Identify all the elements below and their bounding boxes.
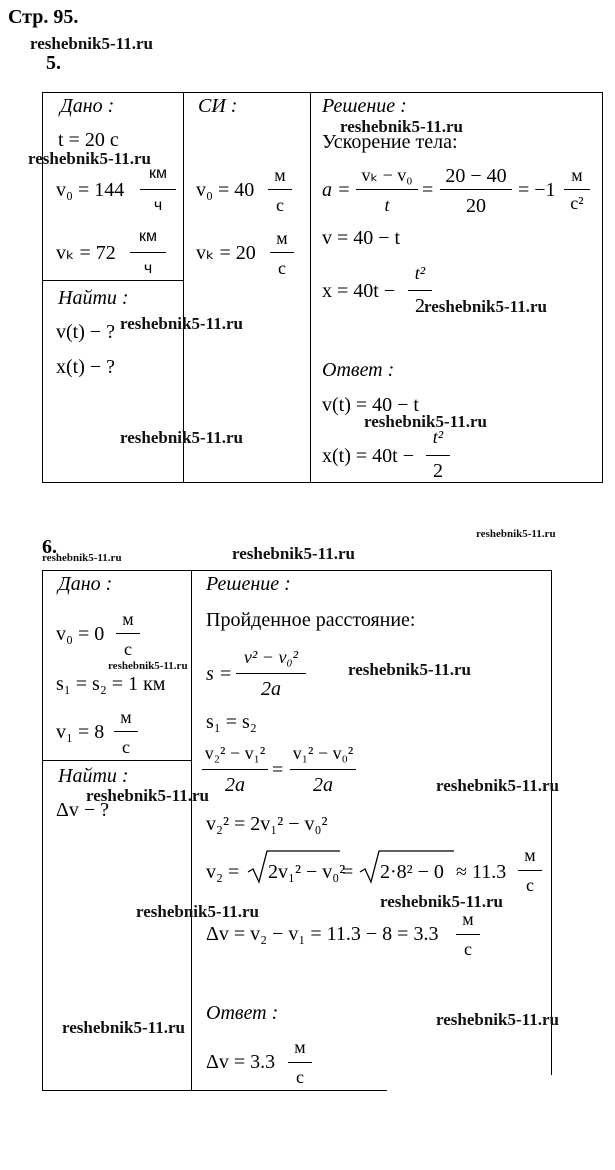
find-x: x(t) − ? (56, 356, 116, 378)
given-label: Дано : (58, 573, 113, 595)
answer-label: Ответ : (322, 359, 395, 381)
fraction-bar (268, 189, 292, 190)
unit-numerator: м (294, 1037, 306, 1057)
table-border-top (42, 570, 552, 571)
unit-denominator: с (278, 258, 286, 278)
table-border-left (42, 570, 43, 1090)
problem-5-number: 5. (46, 52, 61, 74)
unit-numerator: м (120, 707, 132, 727)
watermark: reshebnik5-11.ru (436, 776, 559, 795)
unit-denominator: с (122, 737, 130, 757)
given-t: t = 20 с (58, 129, 119, 151)
watermark: reshebnik5-11.ru (340, 117, 463, 136)
problem-6-number: 6. (42, 536, 57, 558)
watermark: reshebnik5-11.ru (232, 544, 355, 563)
find-dv: Δv − ? (56, 799, 110, 821)
fraction-bar (356, 189, 418, 190)
position-denominator: 2 (415, 295, 425, 317)
fraction-bar (130, 252, 166, 253)
unit-denominator: с (124, 639, 132, 659)
unit-numerator: м (524, 845, 536, 865)
given-vk: vₖ = 72 (56, 242, 116, 264)
answer-x-denominator: 2 (433, 460, 443, 482)
position-lhs: x = 40t − (322, 280, 396, 302)
watermark: reshebnik5-11.ru (28, 149, 151, 168)
unit-numerator: м (276, 228, 288, 248)
accel-lhs: a = (322, 179, 351, 201)
unit-denominator: с (464, 939, 472, 959)
table-border-bottom (42, 482, 603, 483)
accel-numerator: vₖ − v₀ (361, 165, 413, 185)
si-v0: v₀ = 40 (196, 179, 255, 201)
table-border-bottom (42, 1090, 387, 1091)
accel-result: = −1 (518, 179, 556, 201)
find-v: v(t) − ? (56, 321, 116, 343)
distance-equality: s₁ = s₂ (206, 711, 257, 733)
fraction-bar (518, 870, 542, 871)
fraction-bar (288, 1062, 312, 1063)
fraction-bar (440, 189, 512, 190)
watermark: reshebnik5-11.ru (62, 1018, 185, 1037)
accel-denominator: t (384, 195, 390, 215)
unit-denominator: с (296, 1067, 304, 1087)
find-label: Найти : (58, 287, 129, 309)
solution-heading: Пройденное расстояние: (206, 609, 416, 631)
position-numerator: t² (414, 263, 426, 283)
answer-x-lhs: x(t) = 40t − (322, 445, 414, 467)
solution-heading: Ускорение тела: (322, 131, 458, 153)
watermark: reshebnik5-11.ru (364, 412, 487, 431)
answer-dv: Δv = 3.3 (206, 1051, 276, 1073)
fraction-bar (290, 769, 356, 770)
unit-numerator: м (274, 165, 286, 185)
v2-root-1: 2v₁² − v₀² (268, 861, 346, 883)
watermark: reshebnik5-11.ru (436, 1010, 559, 1029)
fraction-bar (236, 673, 306, 674)
given-v1: v₁ = 8 (56, 721, 105, 743)
unit-denominator: ч (153, 197, 163, 214)
solution-label: Решение : (322, 95, 407, 117)
answer-v: v(t) = 40 − t (322, 394, 419, 416)
table-border-right (602, 92, 603, 483)
watermark: reshebnik5-11.ru (424, 297, 547, 316)
equals-sign: = (272, 759, 284, 781)
unit-numerator: м (462, 909, 474, 929)
fraction-bar (114, 731, 138, 732)
given-v0: v₀ = 144 (56, 179, 125, 201)
watermark: reshebnik5-11.ru (86, 786, 209, 805)
find-label: Найти : (58, 765, 129, 787)
eq-right-denominator: 2a (313, 774, 333, 796)
v2-squared-equation: v₂² = 2v₁² − v₀² (206, 813, 328, 835)
table-divider (191, 570, 192, 1090)
v2-lhs: v₂ = (206, 861, 240, 883)
given-v0: v₀ = 0 (56, 623, 105, 645)
given-s: s₁ = s₂ = 1 км (56, 673, 166, 695)
fraction-bar (270, 252, 294, 253)
watermark: reshebnik5-11.ru (136, 902, 259, 921)
table-divider-1 (183, 92, 184, 483)
table-given-find-divider (42, 760, 192, 761)
watermark: reshebnik5-11.ru (30, 34, 153, 53)
accel-value-denominator: 20 (466, 195, 486, 217)
eq-left-numerator: v₂² − v₁² (204, 743, 266, 763)
watermark: reshebnik5-11.ru (120, 314, 243, 333)
watermark: reshebnik5-11.ru (348, 660, 471, 679)
watermark: reshebnik5-11.ru (120, 428, 243, 447)
distance-numerator: v² − v₀² (243, 647, 299, 667)
watermark: reshebnik5-11.ru (476, 528, 556, 540)
si-label: СИ : (198, 95, 238, 117)
unit-numerator: м (571, 165, 583, 185)
answer-label: Ответ : (206, 1002, 279, 1024)
v2-root-2: 2·8² − 0 (380, 861, 444, 883)
given-label: Дано : (60, 95, 115, 117)
unit-numerator: км (139, 228, 157, 245)
watermark: reshebnik5-11.ru (380, 892, 503, 911)
unit-denominator: с² (570, 193, 584, 213)
fraction-bar (564, 189, 590, 190)
fraction-bar (116, 633, 140, 634)
table-border-right (551, 570, 552, 1075)
watermark: reshebnik5-11.ru (42, 552, 122, 564)
unit-denominator: ч (143, 260, 153, 277)
watermark: reshebnik5-11.ru (108, 660, 188, 672)
answer-x-numerator: t² (432, 427, 444, 447)
distance-lhs: s = (206, 663, 233, 685)
unit-numerator: км (149, 165, 167, 182)
v2-mid-equals: = (342, 861, 354, 883)
fraction-bar (202, 769, 268, 770)
eq-right-numerator: v₁² − v₀² (292, 743, 354, 763)
table-given-find-divider (42, 280, 184, 281)
fraction-bar (140, 189, 176, 190)
solution-label: Решение : (206, 573, 291, 595)
fraction-bar (456, 934, 480, 935)
unit-numerator: м (122, 609, 134, 629)
equals-sign: = (422, 179, 434, 201)
unit-denominator: с (526, 875, 534, 895)
accel-value-numerator: 20 − 40 (445, 165, 507, 187)
unit-denominator: с (276, 195, 284, 215)
v2-result: ≈ 11.3 (456, 861, 507, 883)
fraction-bar (408, 290, 432, 291)
velocity-equation: v = 40 − t (322, 227, 401, 249)
table-divider-2 (310, 92, 311, 483)
distance-denominator: 2a (261, 678, 281, 700)
table-border-top (42, 92, 603, 93)
si-vk: vₖ = 20 (196, 242, 256, 264)
dv-equation: Δv = v₂ − v₁ = 11.3 − 8 = 3.3 (206, 923, 439, 945)
page-number: Стр. 95. (8, 6, 79, 28)
fraction-bar (426, 455, 450, 456)
eq-left-denominator: 2a (225, 774, 245, 796)
